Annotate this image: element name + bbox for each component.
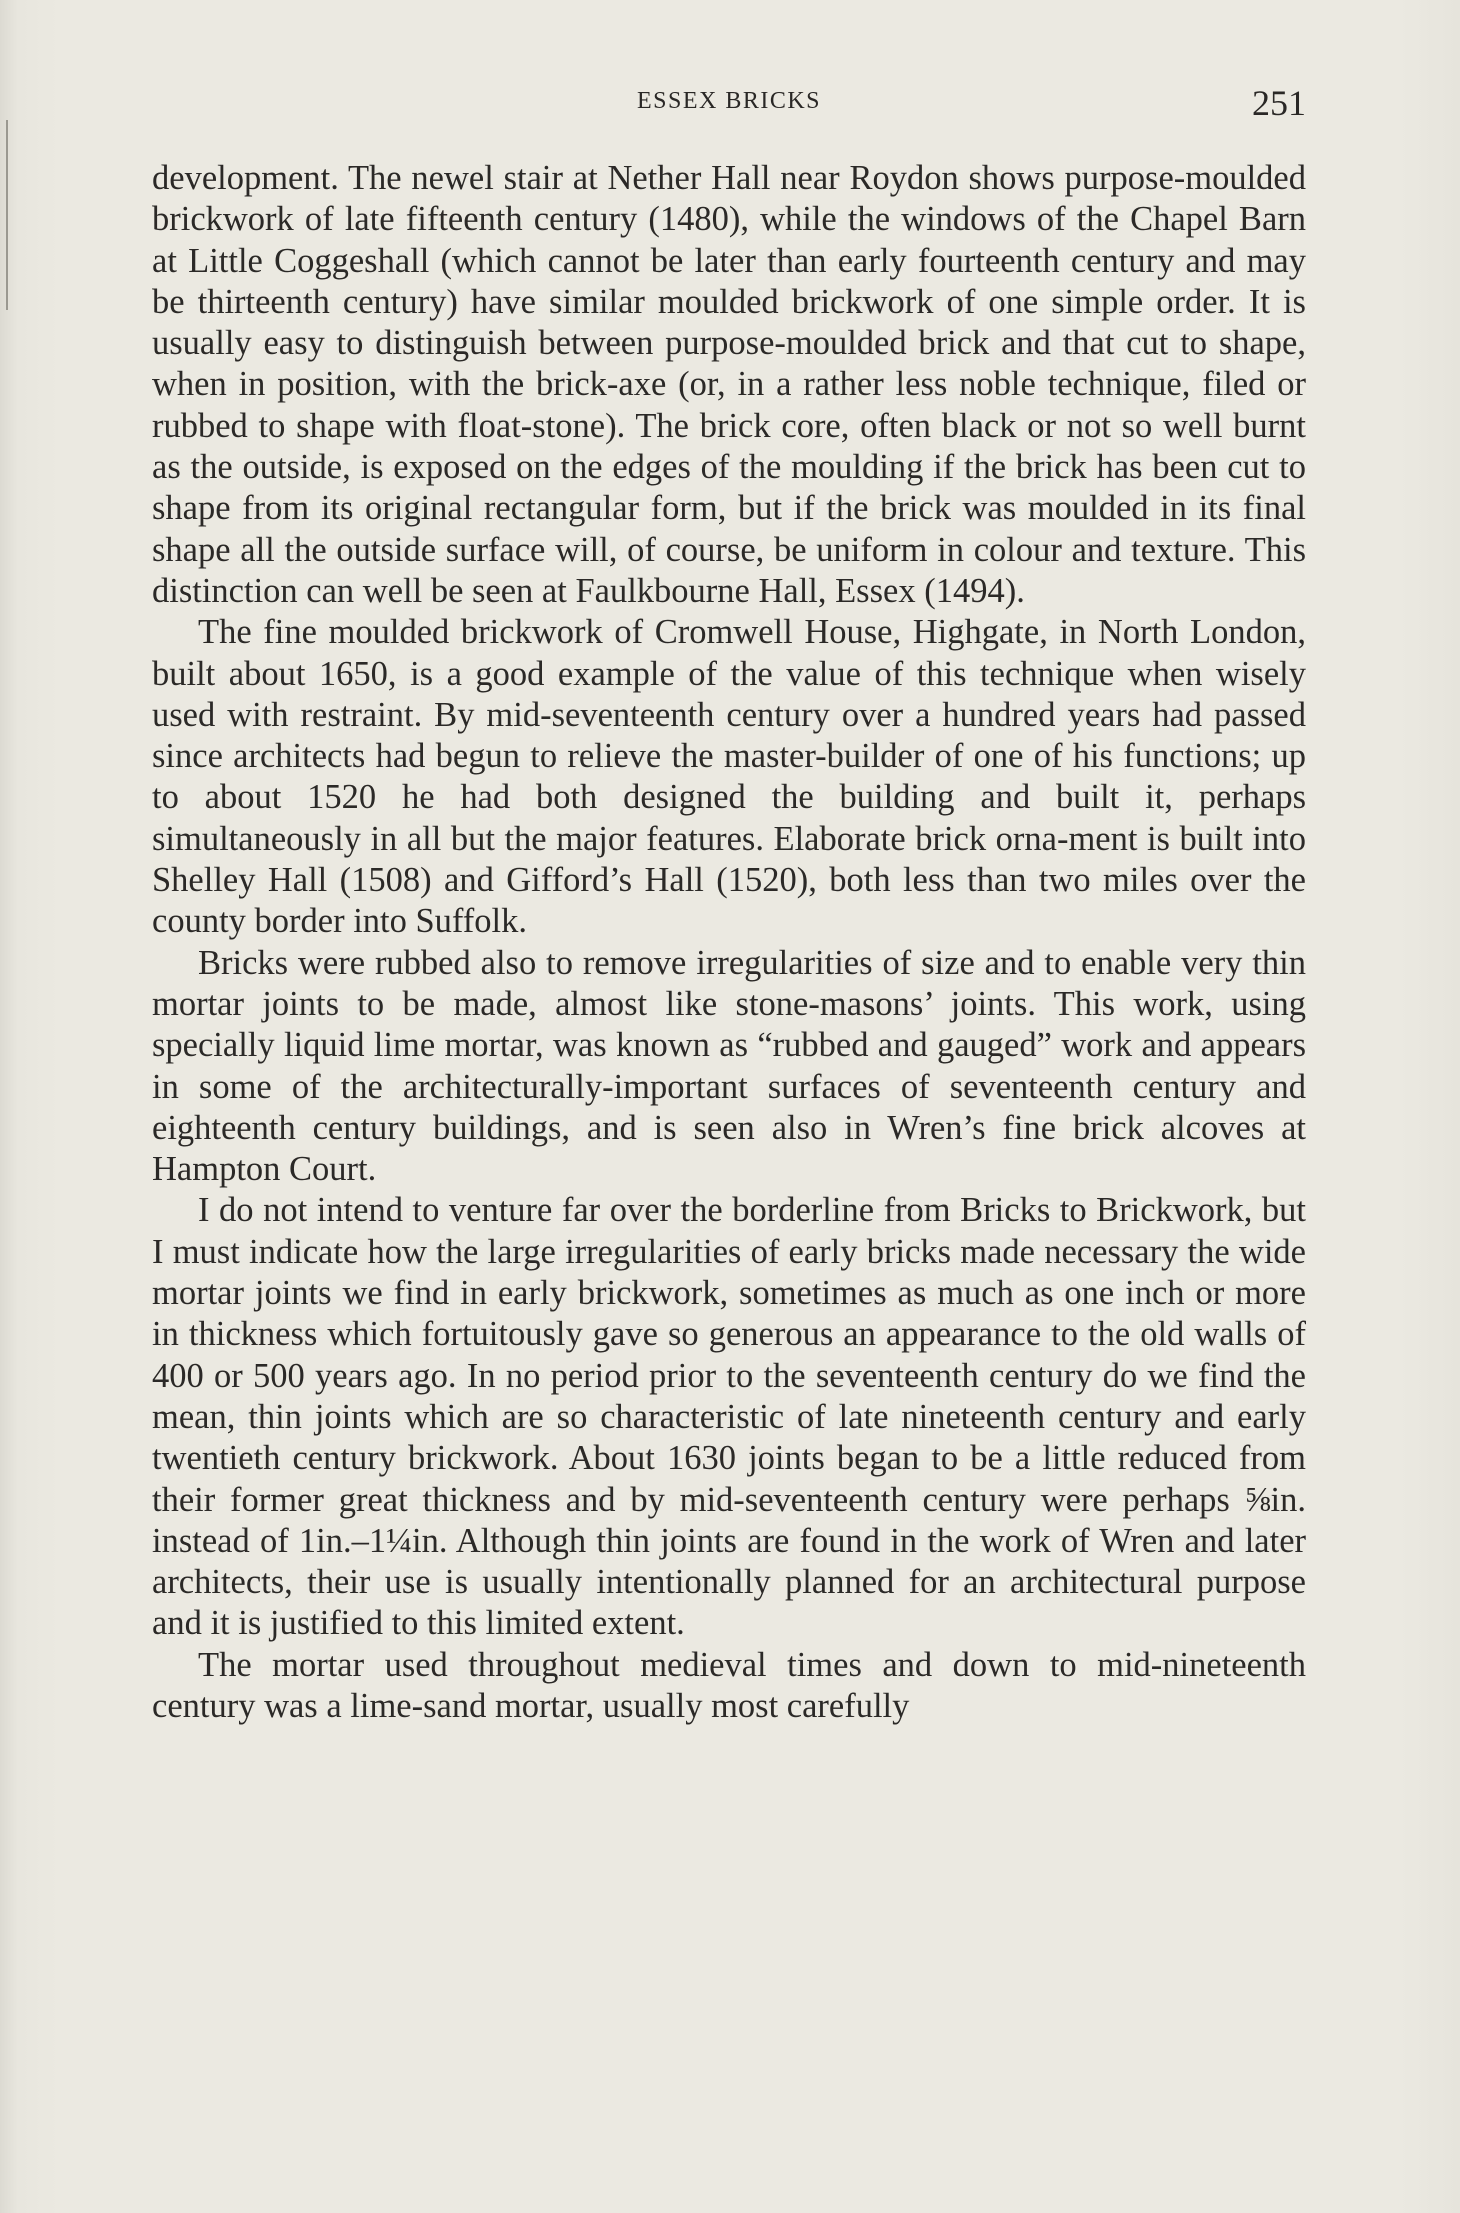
- page-edge-mark: [6, 120, 8, 310]
- paragraph-5: The mortar used throughout medieval times and down to mid-nineteenth century was a lime-sand mortar, usually most carefully: [152, 1645, 1306, 1725]
- page-header: [152, 83, 1306, 128]
- page-number: 251: [1252, 83, 1306, 123]
- paragraph-2: The fine moulded brickwork of Cromwell House, Highgate, in North London, built about 1650, is a good example of the value of this technique when wisely used with restraint. By mid-seventeenth century over a hundred years had passed since architects had begun to relieve the master-builder of one of his functions; up to about 1520 he had both designed the building and built it, perhaps simultaneously in all but the major features. Elaborate brick orna-ment is built into Shelley Hall (1508) and Gifford’s Hall (1520), both less than two miles over the county border into Suffolk.: [152, 613, 1306, 941]
- paragraph-4: I do not intend to venture far over the borderline from Bricks to Brickwork, but I must indicate how the large irregularities of early bricks made necessary the wide mortar joints we find in early brickwork, sometimes as much as one inch or more in thickness which fortuitously gave so generous an appearance to the old walls of 400 or 500 years ago. In no period prior to the seventeenth century do we find the mean, thin joints which are so characteristic of late nineteenth century and early twentieth century brickwork. About 1630 joints began to be a little reduced from their former great thickness and by mid-seventeenth century were perhaps ⅝in. instead of 1in.–1¼in. Although thin joints are found in the work of Wren and later architects, their use is usually intentionally planned for an architectural purpose and it is justified to this limited extent.: [152, 1191, 1306, 1643]
- running-title: ESSEX BRICKS: [636, 88, 822, 114]
- paragraph-3: Bricks were rubbed also to remove irregularities of size and to enable very thin mortar joints to be made, almost like stone-masons’ joints. This work, using specially liquid lime mortar, was known as “rubbed and gauged” work and appears in some of the architecturally-important surfaces of seventeenth century and eighteenth century buildings, and is seen also in Wren’s fine brick alcoves at Hampton Court.: [152, 943, 1306, 1189]
- paragraph-1: development. The newel stair at Nether Hall near Roydon shows purpose-moulded brickwork of late fifteenth century (1480), while the windows of the Chapel Barn at Little Coggeshall (which cannot be later than early fourteenth century and may be thirteenth century) have similar moulded brickwork of one simple order. It is usually easy to distinguish between purpose-moulded brick and that cut to shape, when in position, with the brick-axe (or, in a rather less noble technique, filed or rubbed to shape with float-stone). The brick core, often black or not so well burnt as the outside, is exposed on the edges of the moulding if the brick has been cut to shape from its original rectangular form, but if the brick was moulded in its final shape all the outside surface will, of course, be uniform in colour and texture. This distinction can well be seen at Faulkbourne Hall, Essex (1494).: [152, 159, 1306, 610]
- body-text: [152, 158, 1306, 1727]
